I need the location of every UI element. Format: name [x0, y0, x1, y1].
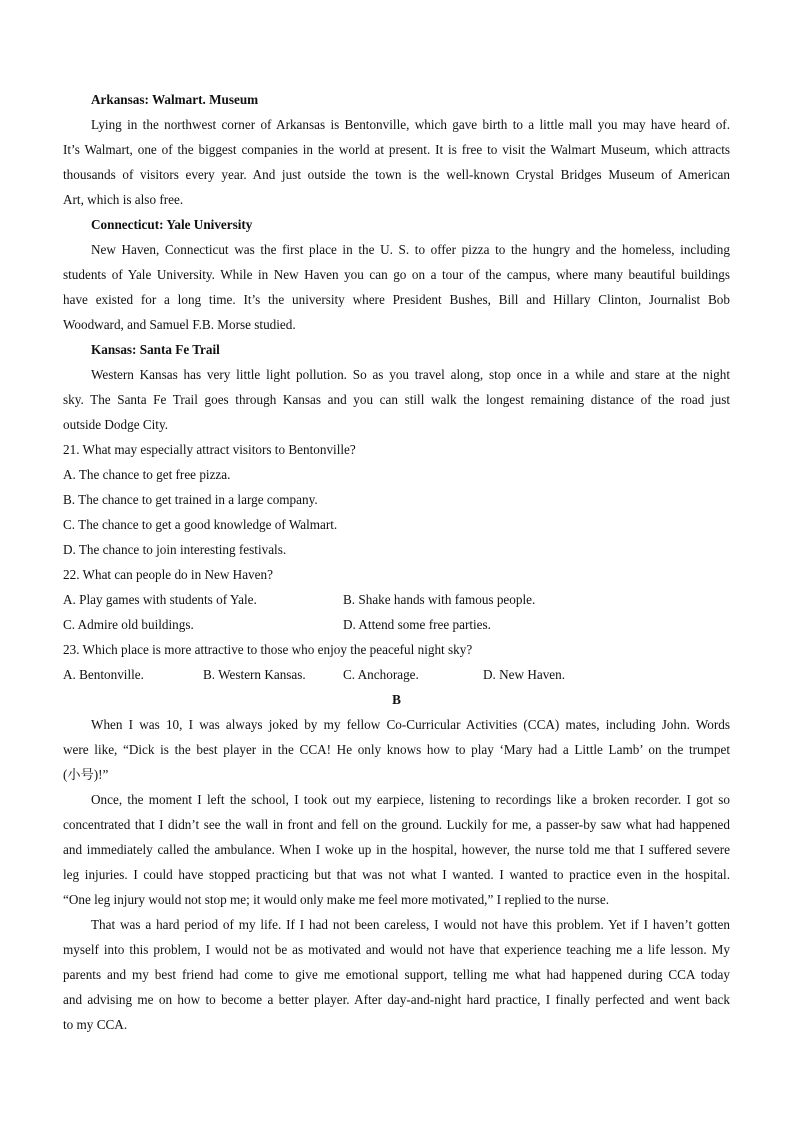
option-22-b: B. Shake hands with famous people.: [343, 592, 536, 607]
options-row-22-cd: [63, 612, 730, 637]
option-22-d: D. Attend some free parties.: [343, 617, 491, 632]
paragraph-line: Lying in the northwest corner of Arkansas is Bentonville, which gave birth to a little mall you may have heard of.: [91, 117, 730, 132]
paragraph-line: Once, the moment I left the school, I took out my earpiece, listening to recordings like a broken recorder. I got so: [91, 792, 730, 807]
options-row-23: [63, 662, 730, 687]
paragraph-line: and advising me on how to become a better player. After day-and-night hard practice, I finally perfected and went back: [63, 992, 730, 1007]
paragraph-line: students of Yale University. While in New Haven you can go on a tour of the campus, where many beautiful buildings: [63, 267, 730, 282]
option-21-b: B. The chance to get trained in a large company.: [63, 492, 318, 507]
paragraph-line: outside Dodge City.: [63, 417, 169, 432]
option-21-a: A. The chance to get free pizza.: [63, 467, 231, 482]
options-row-22-ab: [63, 587, 730, 612]
paragraph-line: to my CCA.: [63, 1017, 128, 1032]
heading-arkansas: Arkansas: Walmart. Museum: [91, 92, 259, 107]
question-stem-23: 23. Which place is more attractive to those who enjoy the peaceful night sky?: [63, 642, 473, 657]
question-stem-22: 22. What can people do in New Haven?: [63, 567, 273, 582]
paragraph-line: and immediately called the ambulance. When I woke up in the hospital, however, the nurse told me that I suffered severe: [63, 842, 730, 857]
paragraph-line: myself into this problem, I would not be as motivated and would not have that experience teaching me a life lesson. My: [63, 942, 730, 957]
heading-kansas: Kansas: Santa Fe Trail: [91, 342, 220, 357]
option-22-a: A. Play games with students of Yale.: [63, 592, 257, 607]
option-23-b: B. Western Kansas.: [203, 667, 306, 682]
question-stem-21: 21. What may especially attract visitors to Bentonville?: [63, 442, 356, 457]
option-21-c: C. The chance to get a good knowledge of Walmart.: [63, 517, 338, 532]
option-21-d: D. The chance to join interesting festivals.: [63, 542, 287, 557]
paragraph-line: When I was 10, I was always joked by my fellow Co-Curricular Activities (CCA) mates, including John. Words: [91, 717, 730, 732]
paragraph-line: Western Kansas has very little light pollution. So as you travel along, stop once in a while and stare at the night: [91, 367, 730, 382]
paragraph-line: concentrated that I didn’t see the wall in front and fell on the ground. Luckily for me, a passer-by saw what had happened: [63, 817, 730, 832]
paragraph-line: “One leg injury would not stop me; it would only make me feel more motivated,” I replied to the nurse.: [63, 892, 610, 907]
option-23-d: D. New Haven.: [483, 667, 566, 682]
paragraph-line: It’s Walmart, one of the biggest companies in the world at present. It is free to visit the Walmart Museum, which attracts: [63, 142, 730, 157]
heading-connecticut: Connecticut: Yale University: [91, 217, 253, 232]
paragraph-line: That was a hard period of my life. If I had not been careless, I would not have this problem. Yet if I haven’t gotten: [91, 917, 730, 932]
paragraph-line: Art, which is also free.: [63, 192, 184, 207]
paragraph-line: leg injuries. I could have stopped practicing but that was not what I wanted. I wanted to practice even in the hospital.: [63, 867, 730, 882]
paragraph-line: thousands of visitors every year. And just outside the town is the well-known Crystal Bridges Museum of American: [63, 167, 730, 182]
paragraph-line: have existed for a long time. It’s the university where President Bushes, Bill and Hillary Clinton, Journalist Bob: [63, 292, 730, 307]
paragraph-line: New Haven, Connecticut was the first place in the U. S. to offer pizza to the hungry and the homeless, including: [91, 242, 730, 257]
paragraph-line: sky. The Santa Fe Trail goes through Kansas and you can still walk the longest remaining distance of the road just: [63, 392, 730, 407]
paragraph-line: Woodward, and Samuel F.B. Morse studied.: [63, 317, 296, 332]
option-22-c: C. Admire old buildings.: [63, 617, 194, 632]
section-title-b: B: [392, 692, 401, 707]
option-23-a: A. Bentonville.: [63, 667, 144, 682]
paragraph-line: parents and my best friend had come to give me emotional support, telling me what had happened during CCA today: [63, 967, 730, 982]
page-content: [63, 87, 730, 1037]
paragraph-line: (小号)!”: [63, 767, 109, 782]
option-23-c: C. Anchorage.: [343, 667, 419, 682]
paragraph-line: were like, “Dick is the best player in the CCA! He only knows how to play ‘Mary had a Little Lamb’ on the trumpet: [63, 742, 730, 757]
